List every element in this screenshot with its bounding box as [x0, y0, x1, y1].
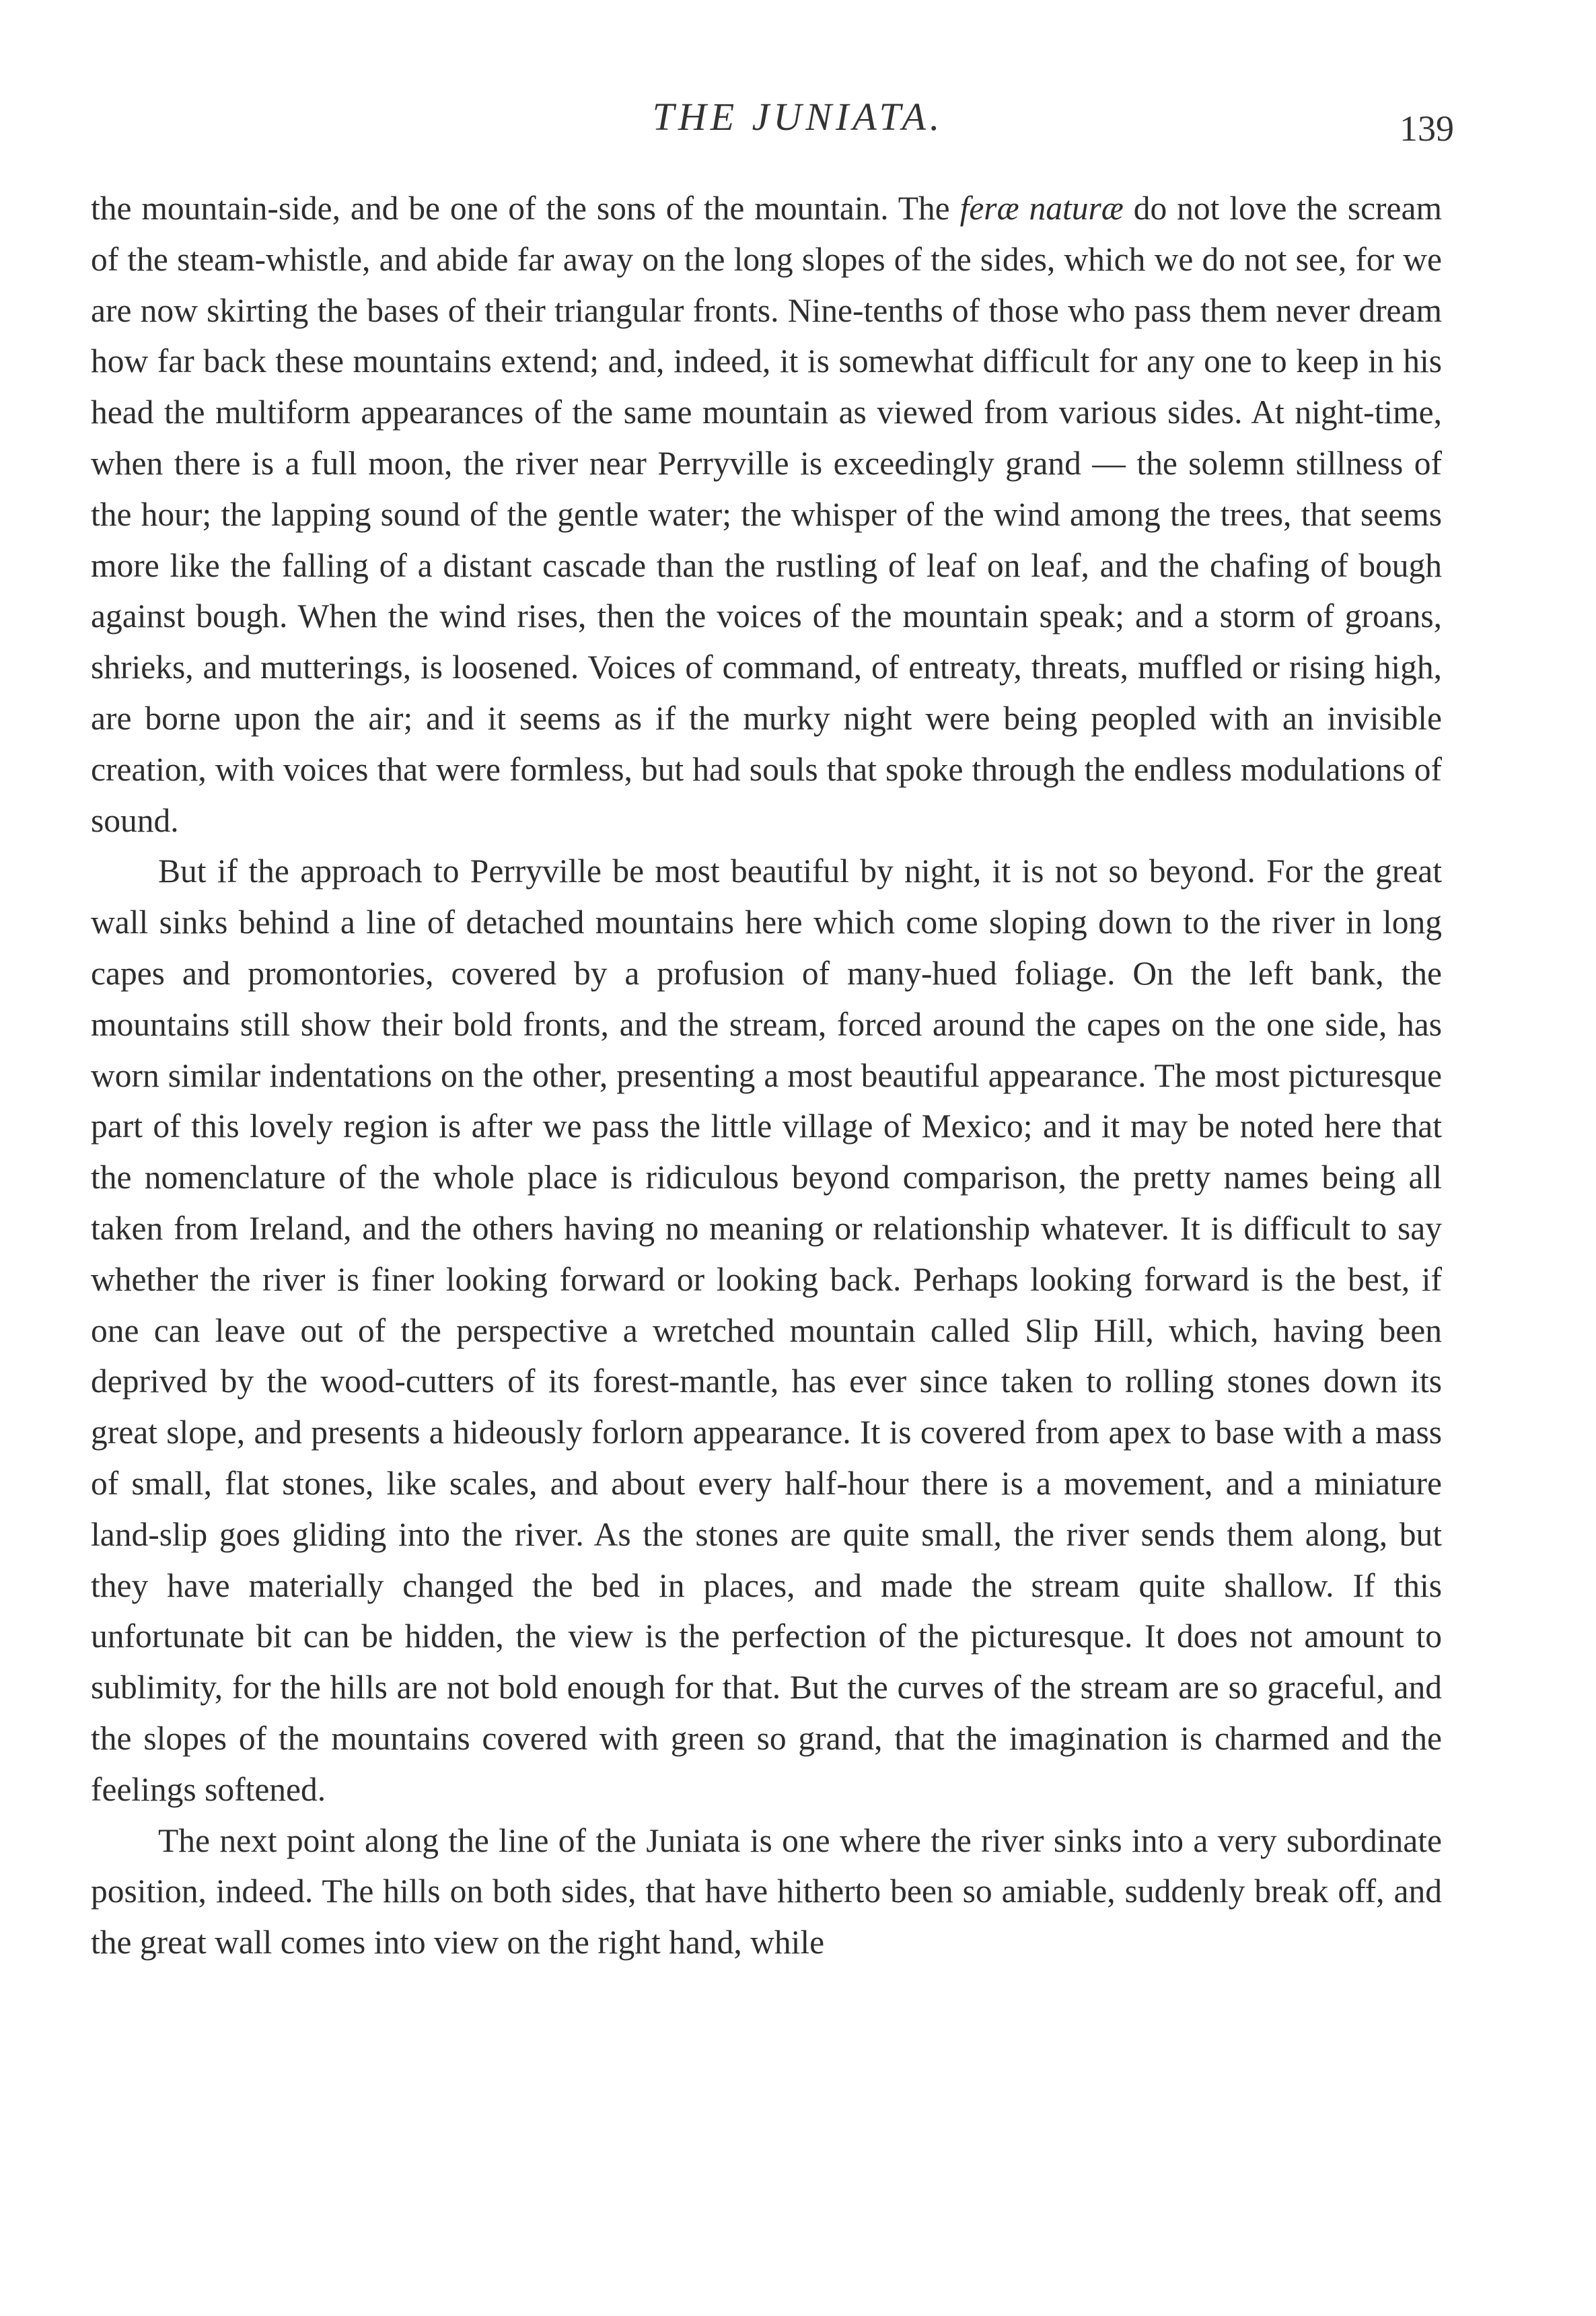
- latin-phrase: feræ naturæ: [959, 190, 1124, 227]
- paragraph-1: [91, 183, 1442, 846]
- paragraph-3: The next point along the line of the Juniata is one where the river sinks into a very subordinate position, indeed. The hills on both sides, that have hitherto been so amiable, suddenly break off, and the great wall comes into view on the right hand, while: [91, 1821, 1442, 1961]
- running-title: THE JUNIATA.: [652, 95, 944, 139]
- paragraph-1-rest: do not love the scream of the steam-whistle, and abide far away on the long slopes of the sides, which we do not see, for we are now skirting the bases of their triangular fronts. Nine-tenths of those who pass them never dream how far back these mountains extend; and, indeed, it is somewhat difficult for any one to keep in his head the multiform appearances of the same mountain as viewed from various sides. At night-time, when there is a full moon, the river near Perryville is exceedingly grand — the solemn stillness of the hour; the lapping sound of the gentle water; the whisper of the wind among the trees, that seems more like the falling of a distant cascade than the rustling of leaf on leaf, and the chafing of bough against bough. When the wind rises, then the voices of the mountain speak; and a storm of groans, shrieks, and mutterings, is loosened. Voices of command, of entreaty, threats, muffled or rising high, are borne upon the air; and it seems as if the murky night were being peopled with an invisible creation, with voices that were formless, but had souls that spoke through the endless modulations of sound.: [91, 190, 1442, 839]
- body-text: [91, 183, 1442, 1968]
- paragraph-2: But if the approach to Perryville be most beautiful by night, it is not so beyond. For the great wall sinks behind a line of detached mountains here which come sloping down to the river in long capes and promontories, covered by a profusion of many-hued foliage. On the left bank, the mountains still show their bold fronts, and the stream, forced around the capes on the one side, has worn similar indentations on the other, presenting a most beautiful appearance. The most picturesque part of this lovely region is after we pass the little village of Mexico; and it may be noted here that the nomenclature of the whole place is ridiculous beyond comparison, the pretty names being all taken from Ireland, and the others having no meaning or relationship whatever. It is difficult to say whether the river is finer looking forward or looking back. Perhaps looking forward is the best, if one can leave out of the perspective a wretched mountain called Slip Hill, which, having been deprived by the wood-cutters of its forest-mantle, has ever since taken to rolling stones down its great slope, and presents a hideously forlorn appearance. It is covered from apex to base with a mass of small, flat stones, like scales, and about every half-hour there is a movement, and a miniature land-slip goes gliding into the river. As the stones are quite small, the river sends them along, but they have materially changed the bed in places, and made the stream quite shallow. If this unfortunate bit can be hidden, the view is the perfection of the picturesque. It does not amount to sublimity, for the hills are not bold enough for that. But the curves of the stream are so graceful, and the slopes of the mountains covered with green so grand, that the imagination is charmed and the feelings softened.: [91, 853, 1442, 1808]
- paragraph-1-start: the mountain-side, and be one of the sons of the mountain. The: [91, 190, 960, 227]
- page-number: 139: [1400, 108, 1454, 149]
